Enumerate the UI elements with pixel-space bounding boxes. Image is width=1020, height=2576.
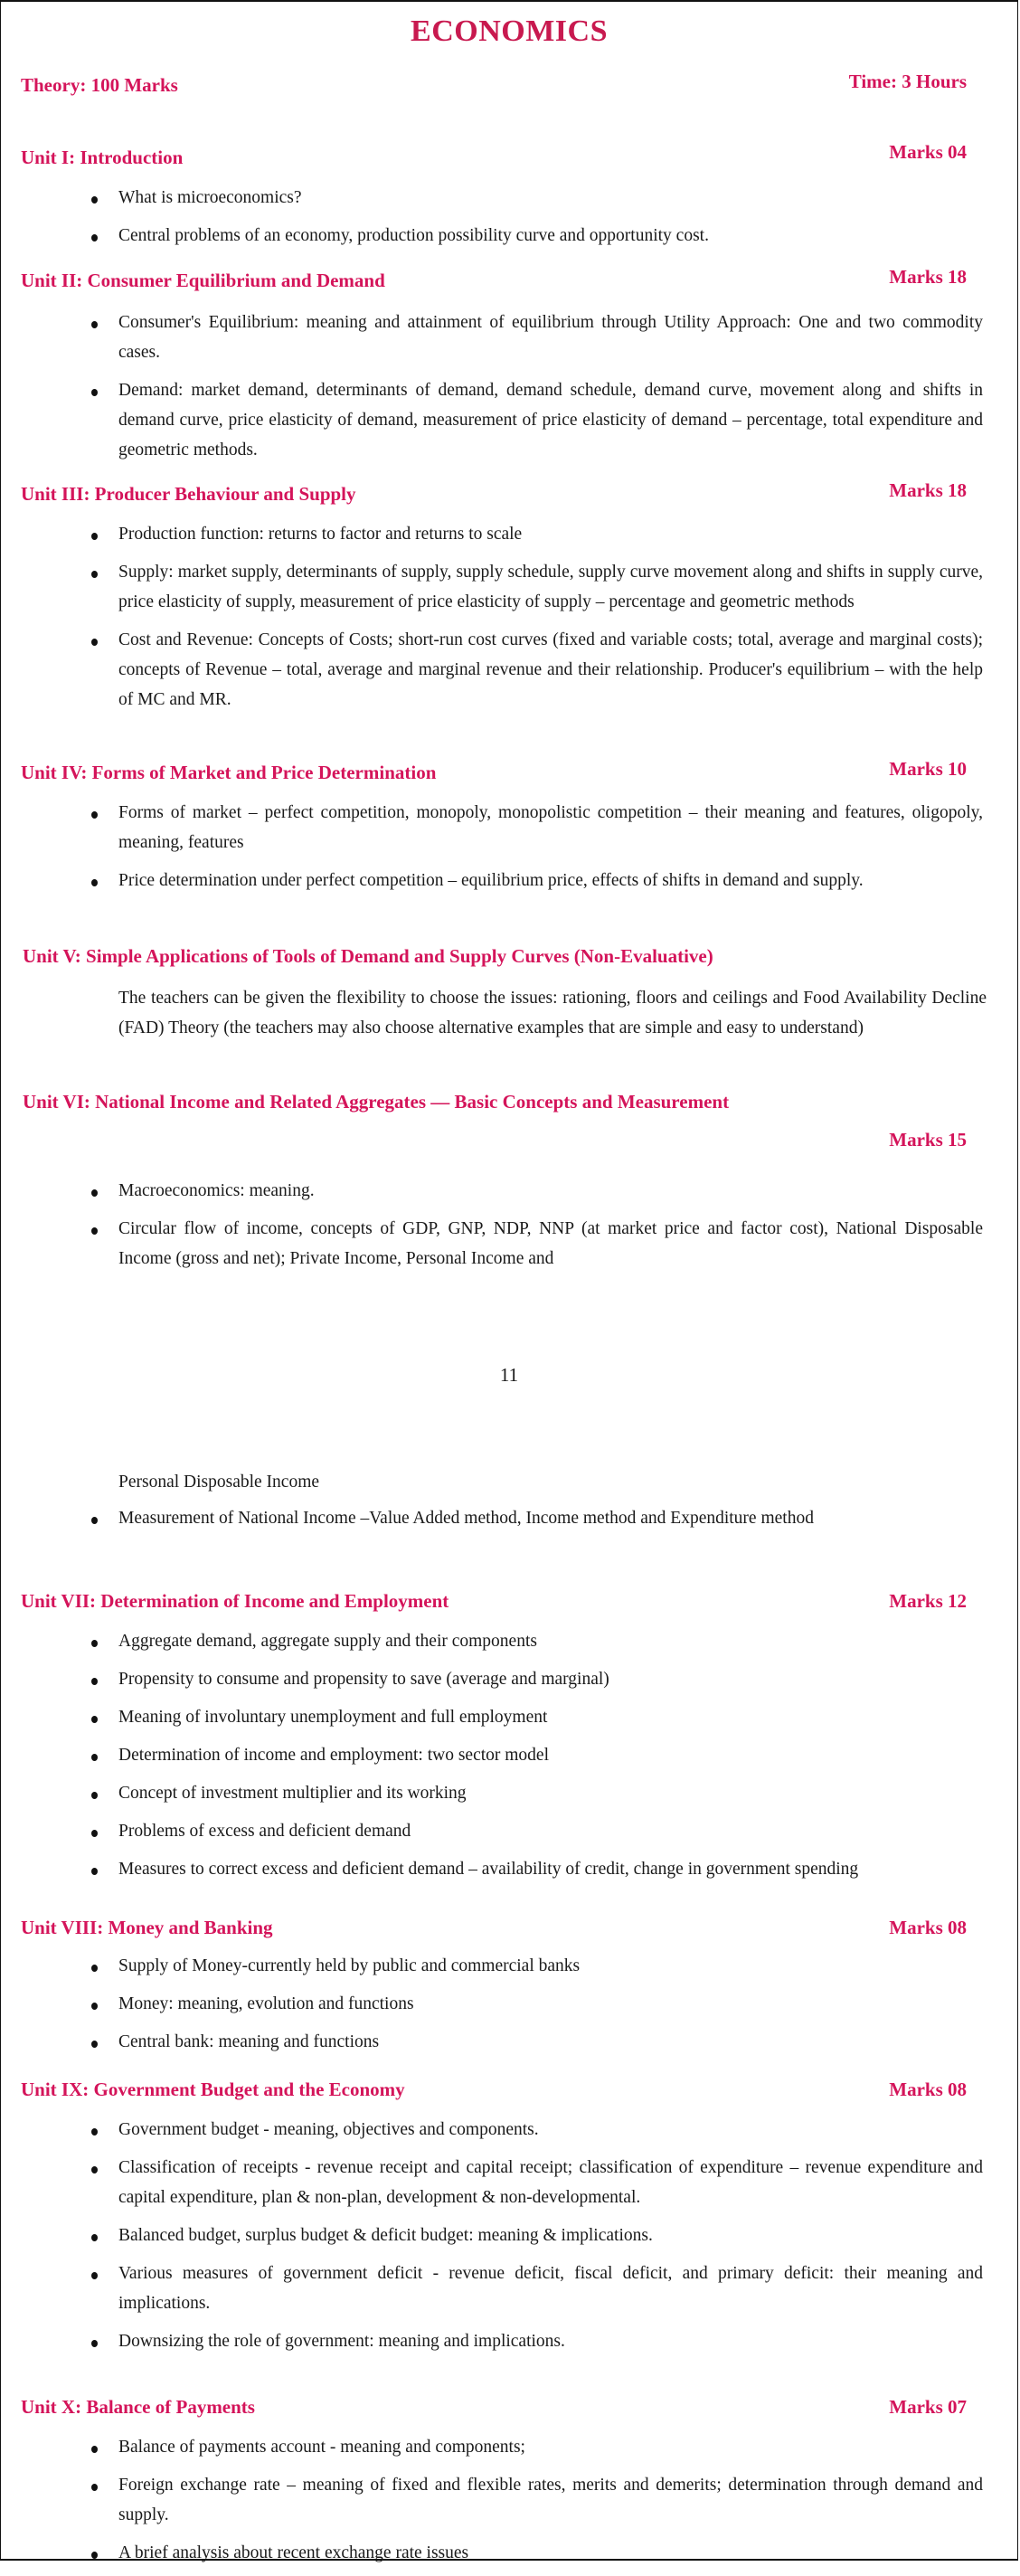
unit-6-list [88, 1176, 983, 1282]
unit-9-list [88, 2115, 983, 2364]
unit-10-marks: Marks 07 [889, 2396, 967, 2418]
unit-1-marks: Marks 04 [889, 141, 967, 163]
bullet-icon [91, 1965, 98, 1972]
unit-9-marks: Marks 08 [889, 2079, 967, 2100]
bullet-icon [91, 1227, 98, 1235]
list-item: Central problems of an economy, production possibility curve and opportunity cost. [88, 221, 983, 251]
list-item: Foreign exchange rate – meaning of fixed and flexible rates, merits and demerits; determination through demand and supply. [88, 2470, 983, 2530]
list-item: Central bank: meaning and functions [88, 2027, 983, 2057]
unit-4-marks: Marks 10 [889, 758, 967, 780]
list-item: Supply of Money-currently held by public and commercial banks [88, 1951, 983, 1981]
bullet-icon [91, 2552, 98, 2559]
bullet-icon [91, 2484, 98, 2491]
bullet-icon [91, 1189, 98, 1197]
list-item: Forms of market – perfect competition, monopoly, monopolistic competition – their meaning and features, oligopoly, meaning, features [88, 798, 983, 857]
list-item: Aggregate demand, aggregate supply and their components [88, 1626, 983, 1656]
page-number: 11 [499, 1364, 519, 1386]
bullet-icon [91, 879, 98, 886]
unit-2-marks: Marks 18 [889, 266, 967, 288]
bullet-icon [91, 389, 98, 396]
unit-10-list [88, 2432, 983, 2576]
unit-6-continued-text: Personal Disposable Income [118, 1473, 320, 1492]
bullet-icon [91, 2166, 98, 2174]
list-item: Balance of payments account - meaning and components; [88, 2432, 983, 2462]
theory-marks: Theory: 100 Marks [21, 74, 178, 96]
unit-7-marks: Marks 12 [889, 1590, 967, 1612]
bullet-icon [91, 2340, 98, 2347]
bullet-icon [91, 1716, 98, 1723]
bullet-icon [91, 1517, 98, 1524]
list-item: Cost and Revenue: Concepts of Costs; short-run cost curves (fixed and variable costs; total, average and marginal costs); concepts of Revenue – total, average and marginal revenue and their relationship. Producer's equilibrium – with the help of MC and MR. [88, 625, 983, 715]
unit-8-list [88, 1951, 983, 2065]
bullet-icon [91, 1868, 98, 1875]
bullet-icon [91, 571, 98, 578]
unit-2-heading: Unit II: Consumer Equilibrium and Demand [21, 270, 385, 291]
list-item: Government budget - meaning, objectives and components. [88, 2115, 983, 2145]
unit-1-heading: Unit I: Introduction [21, 147, 184, 168]
list-item: Various measures of government deficit - revenue deficit, fiscal deficit, and primary deficit: their meaning and implications. [88, 2259, 983, 2318]
unit-1-list [88, 183, 983, 259]
list-item: Macroeconomics: meaning. [88, 1176, 983, 1206]
list-item: Measures to correct excess and deficient demand – availability of credit, change in government spending [88, 1854, 983, 1884]
list-item: Demand: market demand, determinants of demand, demand schedule, demand curve, movement along and shifts in demand curve, price elasticity of demand, measurement of price elasticity of demand – percentage, total expenditure and geometric methods. [88, 375, 983, 465]
bullet-icon [91, 1792, 98, 1799]
list-item: Concept of investment multiplier and its working [88, 1778, 983, 1808]
bullet-icon [91, 2446, 98, 2453]
bullet-icon [91, 2272, 98, 2279]
list-item: Balanced budget, surplus budget & deficit budget: meaning & implications. [88, 2221, 983, 2250]
list-item: What is microeconomics? [88, 183, 983, 213]
bullet-icon [91, 811, 98, 819]
list-item: Measurement of National Income –Value Added method, Income method and Expenditure method [88, 1503, 983, 1533]
page-title: ECONOMICS [411, 14, 608, 48]
list-item: Price determination under perfect competition – equilibrium price, effects of shifts in demand and supply. [88, 866, 983, 895]
list-item: Problems of excess and deficient demand [88, 1816, 983, 1846]
unit-7-list [88, 1626, 983, 1892]
list-item: Circular flow of income, concepts of GDP, GNP, NDP, NNP (at market price and factor cost), National Disposable Income (gross and net); Private Income, Personal Income and [88, 1214, 983, 1274]
bullet-icon [91, 639, 98, 646]
unit-7-heading: Unit VII: Determination of Income and Employment [21, 1590, 449, 1612]
bullet-icon [91, 234, 98, 242]
list-item: A brief analysis about recent exchange rate issues [88, 2538, 983, 2568]
list-item: Classification of receipts - revenue receipt and capital receipt; classification of expenditure – revenue expenditure and capital expenditure, plan & non-plan, development & non-developmental. [88, 2153, 983, 2212]
unit-2-list [88, 308, 983, 473]
bullet-icon [91, 2041, 98, 2048]
bullet-icon [91, 2234, 98, 2241]
unit-9-heading: Unit IX: Government Budget and the Economy [21, 2079, 405, 2100]
bullet-icon [91, 2003, 98, 2010]
unit-8-heading: Unit VIII: Money and Banking [21, 1917, 273, 1938]
list-item: Money: meaning, evolution and functions [88, 1989, 983, 2019]
unit-5-paragraph: The teachers can be given the flexibility to choose the issues: rationing, floors and ceilings and Food Availability Decline (FAD) Theory (the teachers may also choose alternative examples that are simple and easy to understand) [118, 989, 987, 1037]
unit-4-heading: Unit IV: Forms of Market and Price Determination [21, 762, 437, 783]
bullet-icon [91, 1640, 98, 1647]
unit-8-marks: Marks 08 [889, 1917, 967, 1938]
time-duration: Time: 3 Hours [848, 71, 967, 92]
list-item: Production function: returns to factor and returns to scale [88, 519, 983, 549]
bullet-icon [91, 321, 98, 328]
list-item: Determination of income and employment: two sector model [88, 1740, 983, 1770]
unit-3-list [88, 519, 983, 723]
unit-10-heading: Unit X: Balance of Payments [21, 2396, 255, 2418]
bullet-icon [91, 1678, 98, 1685]
unit-6-list-continued [88, 1503, 983, 1541]
unit-5-heading: Unit V: Simple Applications of Tools of Demand and Supply Curves (Non-Evaluative) [23, 945, 713, 967]
bullet-icon [91, 533, 98, 540]
unit-3-heading: Unit III: Producer Behaviour and Supply [21, 483, 356, 505]
list-item: Consumer's Equilibrium: meaning and attainment of equilibrium through Utility Approach: One and two commodity cases. [88, 308, 983, 367]
bullet-icon [91, 196, 98, 204]
bullet-icon [91, 1830, 98, 1837]
bullet-icon [91, 2128, 98, 2136]
unit-6-heading: Unit VI: National Income and Related Aggregates — Basic Concepts and Measurement [23, 1091, 730, 1113]
list-item: Downsizing the role of government: meaning and implications. [88, 2326, 983, 2356]
unit-3-marks: Marks 18 [889, 479, 967, 501]
list-item: Meaning of involuntary unemployment and full employment [88, 1702, 983, 1732]
unit-6-marks: Marks 15 [889, 1129, 967, 1151]
bullet-icon [91, 1754, 98, 1761]
list-item: Propensity to consume and propensity to save (average and marginal) [88, 1664, 983, 1694]
list-item: Supply: market supply, determinants of supply, supply schedule, supply curve movement along and shifts in supply curve, price elasticity of supply, measurement of price elasticity of supply – percentage and geometric methods [88, 557, 983, 617]
unit-4-list [88, 798, 983, 904]
